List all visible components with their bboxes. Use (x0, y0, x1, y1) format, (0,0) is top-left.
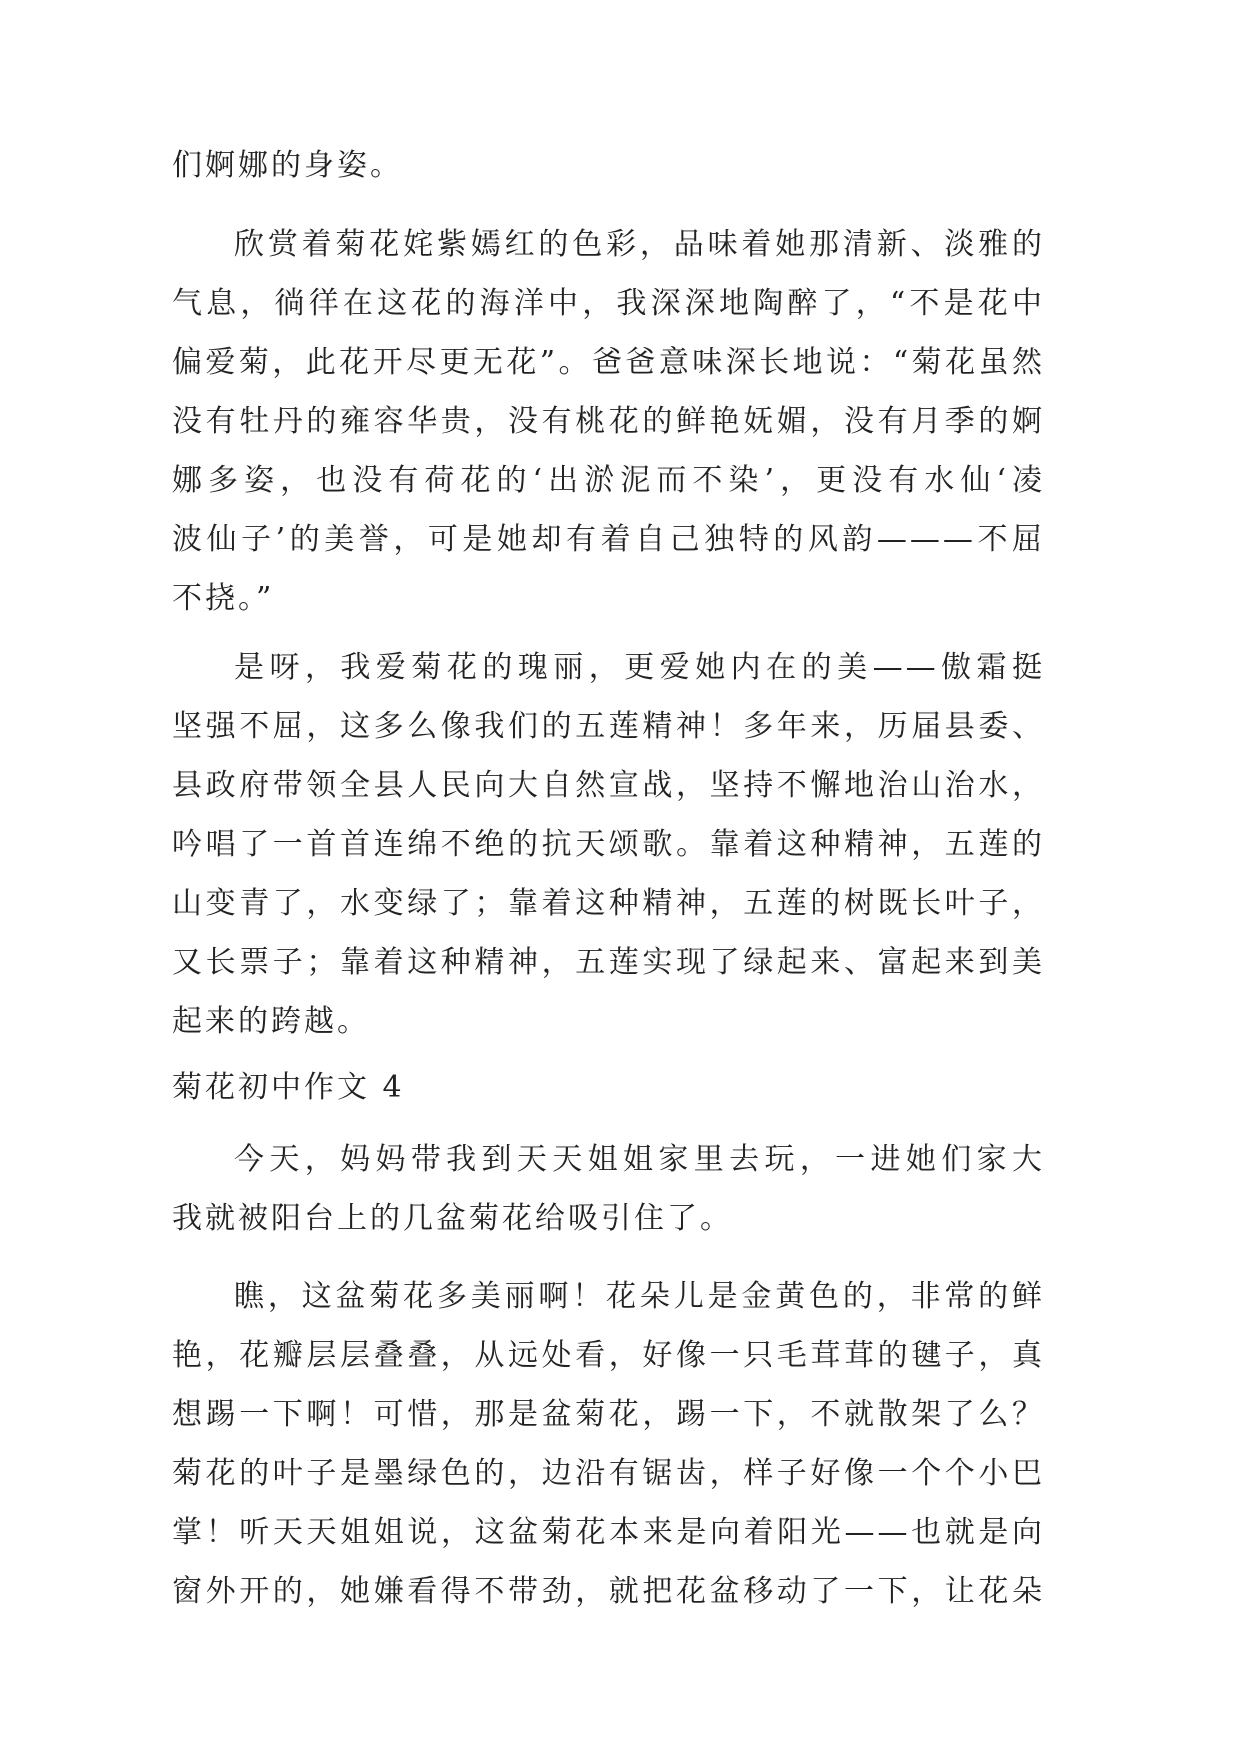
text-line: 坚强不屈，这多么像我们的五莲精神！多年来，历届县委、 (172, 709, 1045, 744)
text-line: 气息，徜徉在这花的海洋中，我深深地陶醉了，“不是花中 (172, 286, 1045, 321)
essay-title: 菊花初中作文 4 (172, 1070, 405, 1105)
text-line: 瞧，这盆菊花多美丽啊！花朵儿是金黄色的，非常的鲜 (234, 1279, 1045, 1314)
text-line: 今天，妈妈带我到天天姐姐家里去玩，一进她们家大 (234, 1142, 1045, 1177)
text-line: 县政府带领全县人民向大自然宣战，坚持不懈地治山治水， (172, 768, 1045, 803)
text-line: 艳，花瓣层层叠叠，从远处看，好像一只毛茸茸的毽子，真 (172, 1338, 1045, 1373)
text-line: 欣赏着菊花姹紫嫣红的色彩，品味着她那清新、淡雅的 (234, 227, 1045, 262)
text-line: 没有牡丹的雍容华贵，没有桃花的鲜艳妩媚，没有月季的婀 (172, 404, 1045, 439)
paragraph (172, 1130, 1045, 1248)
text-line: 菊花的叶子是墨绿色的，边沿有锯齿，样子好像一个个小巴 (172, 1456, 1045, 1491)
text-line: 掌！听天天姐姐说，这盆菊花本来是向着阳光——也就是向 (172, 1515, 1045, 1550)
text-line: 不挠。” (172, 581, 275, 616)
text-line: 想踢一下啊！可惜，那是盆菊花，踢一下，不就散架了么？ (172, 1397, 1045, 1432)
text-line: 吟唱了一首首连绵不绝的抗天颂歌。靠着这种精神，五莲的 (172, 827, 1045, 862)
text-line: 窗外开的，她嫌看得不带劲，就把花盆移动了一下，让花朵 (172, 1574, 1045, 1609)
document-page (172, 136, 1045, 1621)
text-line: 又长票子；靠着这种精神，五莲实现了绿起来、富起来到美 (172, 945, 1045, 980)
text-line: 们婀娜的身姿。 (172, 148, 403, 183)
text-line: 波仙子’的美誉，可是她却有着自己独特的风韵———不屈 (172, 522, 1045, 557)
paragraph (172, 215, 1045, 628)
paragraph (172, 638, 1045, 1051)
text-line: 起来的跨越。 (172, 1004, 370, 1039)
text-line: 偏爱菊，此花开尽更无花”。爸爸意味深长地说：“菊花虽然 (172, 345, 1045, 380)
text-line: 我就被阳台上的几盆菊花给吸引住了。 (172, 1201, 733, 1236)
paragraph (172, 1267, 1045, 1621)
text-line: 是呀，我爱菊花的瑰丽，更爱她内在的美——傲霜挺 (234, 650, 1045, 685)
paragraph (172, 136, 1045, 195)
text-line: 娜多姿，也没有荷花的‘出淤泥而不染’，更没有水仙‘凌 (172, 463, 1045, 498)
text-line: 山变青了，水变绿了；靠着这种精神，五莲的树既长叶子， (172, 886, 1045, 921)
